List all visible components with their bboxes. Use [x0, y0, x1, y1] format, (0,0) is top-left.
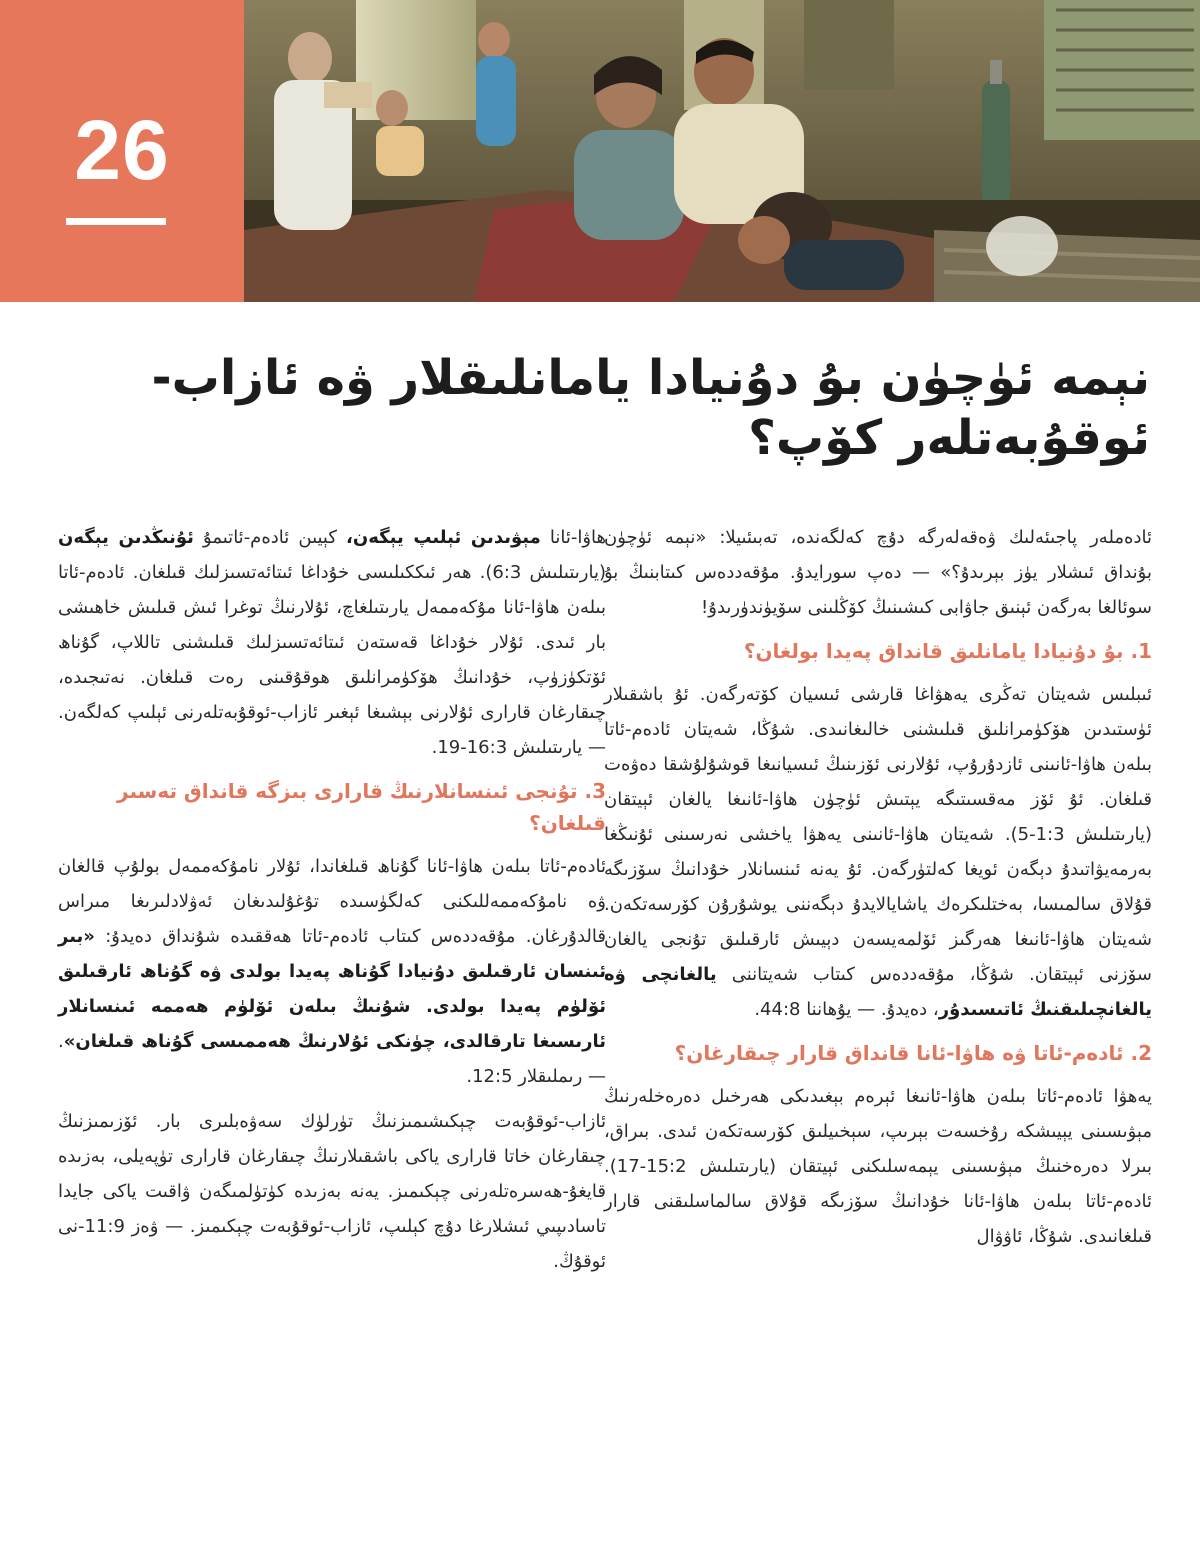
lesson-number-underline [66, 218, 166, 225]
section-3-reference: . — رىملىقلار 12:5. [58, 1031, 606, 1087]
section-1-bold-text: يالغانچى ۋە يالغانچىلىقنىڭ ئاتىسىدۇر [604, 964, 1152, 1020]
left-column [58, 520, 606, 1289]
section-3-text: ئادەم-ئاتا بىلەن ھاۋا-ئانا گۇناھ قىلغاندا، ئۇلار نامۇكەممەل بولۇپ قالغان ۋە نامۇكەممەللىكنى كەلگۈسىدە تۇغۇلىدىغان ئەۋلادلىرىغا مىراس قالدۇرغان. مۇقەددەس كىتاب ئادەم-ئاتا ھەققىدە شۇنداق دەيدۇ: [58, 856, 606, 947]
hospital-scene-illustration [244, 0, 1200, 302]
section-2-cont-text-b: كېيىن ئادەم-ئاتىمۇ [193, 527, 347, 548]
section-2-cont-text-c: (يارىتىلىش 6:3). ھەر ئىككىلىسى خۇداغا ئىتائەتسىزلىك قىلغان. ئادەم-ئاتا بىلەن ھاۋا-ئانا مۇكەممەل يارىتىلغاچ، ئۇلارنىڭ توغرا ئىش قىلىش خاھىشى بار ئىدى. ئۇلار خۇداغا قەستەن ئىتائەتسىزلىك قىلىشنى تاللاپ، گۇناھ ئۆتكۈزۈپ، خۇدانىڭ ھۆكۈمرانلىق ھوقۇقىنى رەت قىلغان. نەتىجىدە، چىقارغان قارارى ئۇلارنى بېشىغا ئېغىر ئازاب-ئوقۇبەتلەرنى ئېلىپ كەلگەن. — يارىتىلىش 16:3-19. [58, 562, 606, 758]
page-title: نېمە ئۈچۈن بۇ دۇنيادا يامانلىقلار ۋە ئازاب-ئوقۇبەتلەر كۆپ؟ [151, 350, 1150, 466]
section-heading-1: 1. بۇ دۇنيادا يامانلىق قانداق پەيدا بولغان؟ [743, 639, 1152, 663]
right-column [604, 520, 1152, 1264]
section-heading-2: 2. ئادەم-ئاتا ۋە ھاۋا-ئانا قانداق قارار چىقارغان؟ [674, 1041, 1152, 1065]
section-2-cont-bold-b: ئۇنىڭدىن يېگەن [58, 527, 194, 548]
section-2-paragraph: يەھۋا ئادەم-ئاتا بىلەن ھاۋا-ئانىغا ئېرەم بېغىدىكى ھەرخىل دەرەخلەرنىڭ مېۋىسىنى يېيىشكە رۇخسەت بېرىپ، سېخىيلىق كۆرسەتكەن ئىدى. بىراق، بىرلا دەرەخنىڭ مېۋىسىنى يېمەسلىكنى ئېيتقان (يارىتىلىش 15:2-17). ئادەم-ئاتا بىلەن ھاۋا-ئانا خۇدانىڭ سۆزىگە قۇلاق سالماسلىقنى قارار قىلغانىدى. شۇڭا، ئاۋۋال [604, 1086, 1152, 1247]
section-2-cont-text-a: ھاۋا-ئانا [540, 527, 606, 548]
section-2-continued-paragraph [58, 520, 606, 765]
section-1-paragraph [604, 677, 1152, 1027]
hospital-photo [244, 0, 1200, 302]
section-2-cont-bold-a: مېۋىدىن ئېلىپ يېگەن، [346, 527, 541, 548]
section-1-reference: ، دەيدۇ. — يۇھاننا 44:8. [754, 999, 939, 1020]
lesson-number-box [0, 0, 244, 302]
lesson-number: 26 [74, 103, 170, 197]
section-3-second-paragraph: ئازاب-ئوقۇبەت چېكىشىمىزنىڭ تۈرلۈك سەۋەبلىرى بار. ئۆزىمىزنىڭ چىقارغان خاتا قارارى ياكى باشقىلارنىڭ چىقارغان قارارى تۈپەيلى، بەزىدە قايغۇ-ھەسرەتلەرنى چېكىمىز. يەنە بەزىدە كۈتۈلمىگەن ۋاقىت ياكى جايدا تاسادىپىي ئىشلارغا دۇچ كېلىپ، ئازاب-ئوقۇبەت چېكىمىز. — ۋەز 11:9-نى ئوقۇڭ. [58, 1111, 606, 1272]
intro-paragraph: ئادەملەر پاجىئەلىك ۋەقەلەرگە دۇچ كەلگەندە، تەبىئىيلا: «نېمە ئۈچۈن بۇنداق ئىشلار يۈز بېرىدۇ؟» — دەپ سورايدۇ. مۇقەددەس كىتابنىڭ بۇ سوئالغا بەرگەن ئېنىق جاۋابى كىشىنىڭ كۆڭلىنى سۆيۈندۈرىدۇ! [604, 527, 1152, 618]
section-3-paragraph [58, 849, 606, 1094]
section-heading-3: 3. تۇنجى ئىنسانلارنىڭ قارارى بىزگە قانداق تەسىر قىلغان؟ [117, 779, 606, 835]
section-3-quote: «بىر ئىنسان ئارقىلىق دۇنيادا گۇناھ پەيدا بولدى ۋە گۇناھ ئارقىلىق ئۆلۈم پەيدا بولدى. شۇنىڭ بىلەن ئۆلۈم ھەممە ئىنسانلار ئارىسىغا تارقالدى، چۈنكى ئۇلارنىڭ ھەممىسى گۇناھ قىلغان» [58, 926, 606, 1052]
section-1-text: ئىبلىس شەيتان تەڭرى يەھۋاغا قارشى ئىسيان كۆتەرگەن. ئۇ باشقىلار ئۈستىدىن ھۆكۈمرانلىق قىلىشنى خالىغانىدى. شۇڭا، شەيتان ئادەم-ئاتا بىلەن ھاۋا-ئانىنى ئازدۇرۇپ، ئۇلارنى ئۆزىنىڭ ئىسيانىغا قوشۇلۇشقا دەۋەت قىلغان. ئۇ ئۆز مەقسىتىگە يېتىش ئۈچۈن ھاۋا-ئانىغا يالغان ئېيتقان (يارىتىلىش 1:3-5). شەيتان ھاۋا-ئانىنى يەھۋا ياخشى نەرسىنى ئۇنىڭغا بەرمەيۋاتىدۇ دېگەن ئويغا كەلتۈرگەن. ئۇ يەنە ئىنسانلار خۇدانىڭ سۆزىگە قۇلاق سالمىسا، بەختلىكرەك ياشايالايدۇ دېگەننى يوشۇرۇن كۆرسەتكەن. شەيتان ھاۋا-ئانىغا ھەرگىز ئۆلمەيسەن دېيىش ئارقىلىق تۇنجى يالغان سۆزنى ئېيتقان. شۇڭا، مۇقەددەس كىتاب شەيتاننى [604, 684, 1152, 985]
